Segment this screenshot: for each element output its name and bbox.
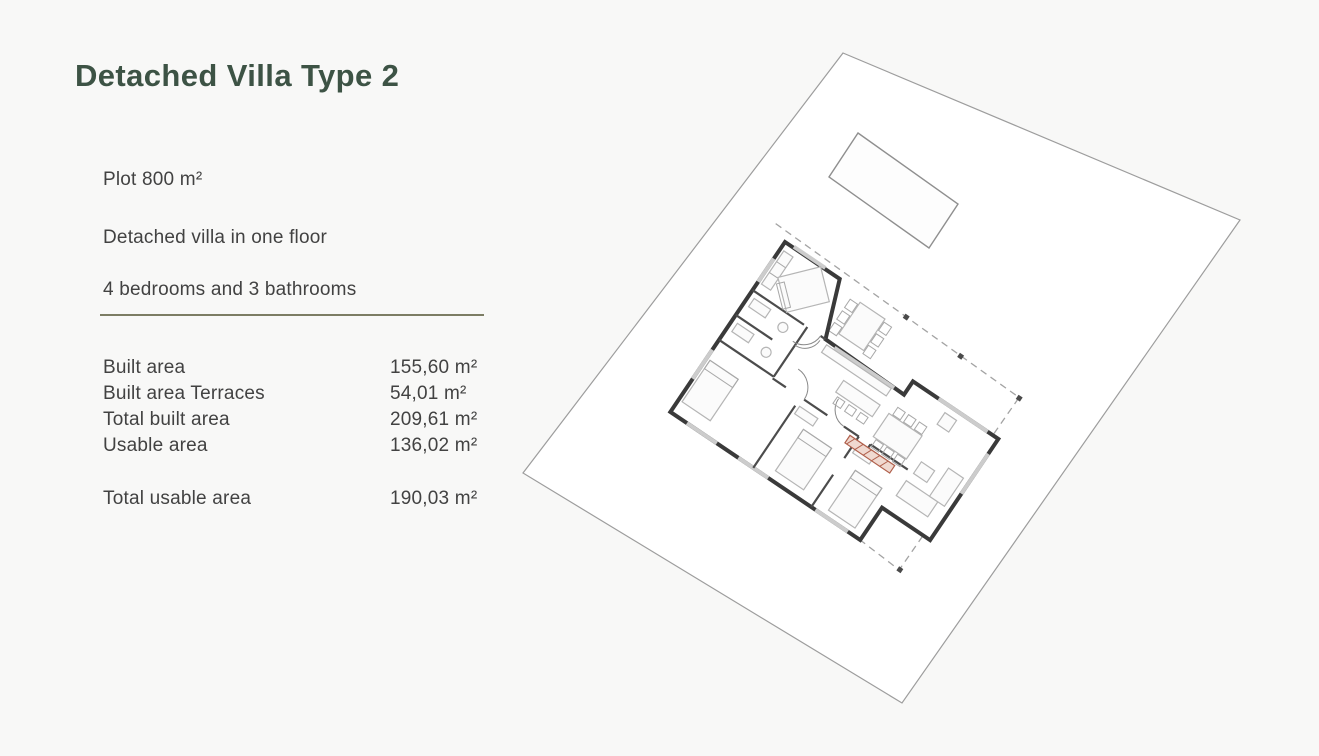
spec-plot-size: Plot 800 m² xyxy=(103,169,203,190)
page-title: Detached Villa Type 2 xyxy=(75,58,400,93)
area-value: 54,01 m² xyxy=(390,383,467,404)
area-value: 190,03 m² xyxy=(390,488,478,509)
area-label: Total usable area xyxy=(103,488,252,509)
spec-rooms: 4 bedrooms and 3 bathrooms xyxy=(103,279,357,300)
area-value: 136,02 m² xyxy=(390,435,478,456)
area-label: Built area Terraces xyxy=(103,383,265,404)
area-value: 209,61 m² xyxy=(390,409,478,430)
spec-floors: Detached villa in one floor xyxy=(103,227,328,248)
area-value: 155,60 m² xyxy=(390,357,478,378)
area-label: Built area xyxy=(103,357,186,378)
area-label: Usable area xyxy=(103,435,208,456)
area-label: Total built area xyxy=(103,409,230,430)
